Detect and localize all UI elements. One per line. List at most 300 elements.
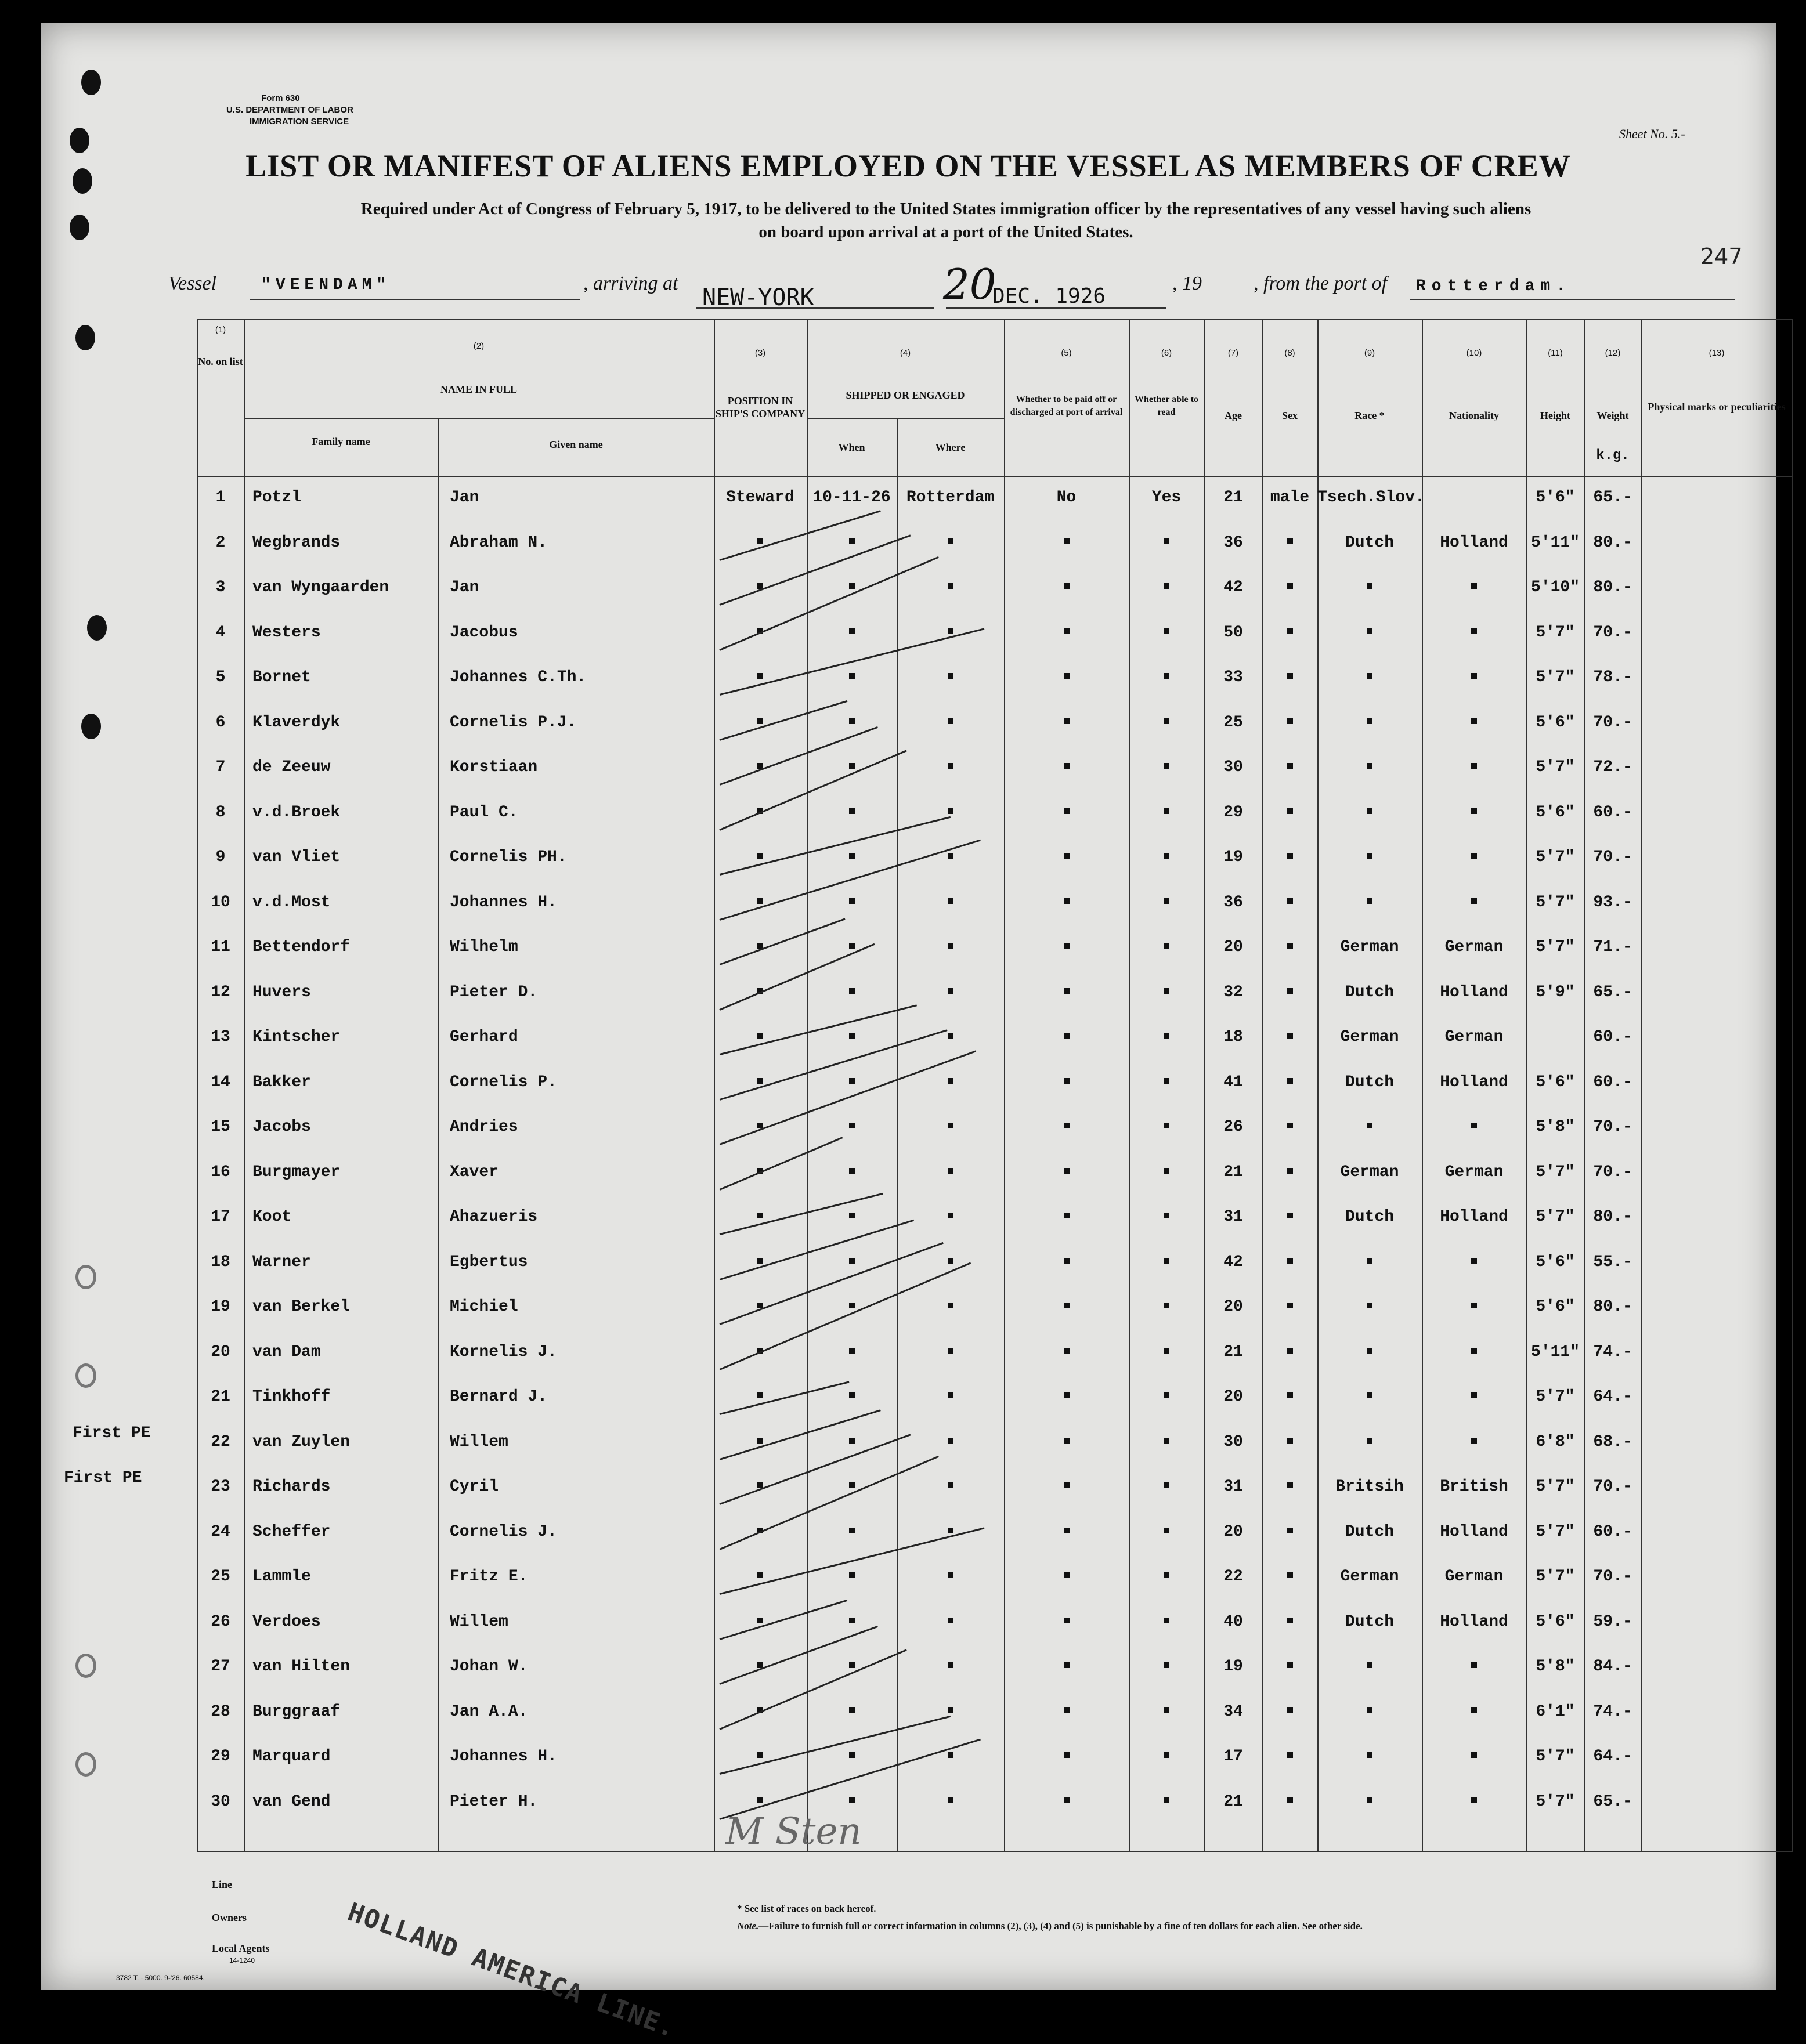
col-number: (11) [1548, 348, 1563, 358]
pen-ditto-stroke [720, 816, 951, 876]
cell-family: van Vliet [252, 848, 341, 866]
cell-family: Burgmayer [252, 1163, 341, 1181]
cell-weight: 60.- [1593, 1522, 1632, 1541]
cell-no: 1 [215, 489, 226, 507]
punch-hole [75, 1654, 96, 1678]
subtitle-line-2: on board upon arrival at a port of the United States. [758, 223, 1133, 241]
cell-nat: German [1444, 1028, 1504, 1046]
cell-given: Egbertus [450, 1253, 528, 1271]
departure-port: Rotterdam. [1416, 277, 1572, 295]
pen-ditto-stroke [720, 700, 848, 740]
cell-family: v.d.Broek [252, 803, 341, 822]
cell-family: de Zeeuw [252, 758, 331, 776]
cell-race: Dutch [1345, 1612, 1394, 1631]
cell-age: 18 [1223, 1028, 1243, 1046]
cell-family: Kintscher [252, 1028, 341, 1046]
cell-family: Bettendorf [252, 938, 351, 956]
cell-given: Johan W. [450, 1658, 528, 1676]
col-number: (5) [1061, 348, 1072, 358]
cell-age: 20 [1223, 938, 1243, 956]
cell-race: German [1340, 1163, 1399, 1181]
cell-no: 16 [211, 1163, 230, 1181]
page-title: LIST OR MANIFEST OF ALIENS EMPLOYED ON THE VESSEL AS MEMBERS OF CREW [245, 149, 1571, 183]
cell-no: 27 [211, 1658, 230, 1676]
cell-height: 5'6" [1536, 803, 1575, 822]
note-text: —Failure to furnish full or correct information in columns (2), (3), (4) and (5) is punishable by a fine of ten dollars for each alien. See other side. [758, 1920, 1363, 1931]
col-number: (4) [900, 348, 911, 358]
cell-race: German [1340, 938, 1399, 956]
col-number: (6) [1161, 348, 1172, 358]
cell-given: Pieter H. [450, 1792, 538, 1811]
cell-weight: 74.- [1593, 1343, 1632, 1361]
cell-weight: 74.- [1593, 1702, 1632, 1721]
page-number: 247 [1700, 244, 1743, 269]
pen-ditto-stroke [719, 1626, 878, 1685]
cell-no: 17 [211, 1208, 230, 1226]
cell-given: Johannes H. [450, 893, 557, 911]
print-code: 3782 T. · 5000. 9-'26. 60584. [116, 1974, 205, 1982]
cell-nat: German [1444, 1163, 1504, 1181]
header-position: POSITION IN SHIP'S COMPANY [715, 395, 806, 419]
col-number: (10) [1466, 348, 1482, 358]
cell-family: van Zuylen [252, 1432, 351, 1451]
cell-weight: 70.- [1593, 1478, 1632, 1496]
header-given-name: Given name [549, 439, 603, 450]
cell-age: 21 [1223, 1163, 1243, 1181]
vessel-label: Vessel [168, 273, 217, 294]
header-race: Race * [1354, 410, 1385, 421]
cell-age: 26 [1223, 1118, 1243, 1136]
cell-age: 41 [1223, 1073, 1243, 1091]
department-name: U.S. DEPARTMENT OF LABOR [226, 105, 353, 115]
cell-no: 22 [211, 1432, 230, 1451]
col-number: (7) [1227, 348, 1239, 358]
cell-no: 3 [215, 578, 226, 596]
cell-age: 40 [1223, 1612, 1243, 1631]
cell-no: 26 [211, 1612, 230, 1631]
cell-weight: 65.- [1593, 1792, 1632, 1811]
from-port-label: , from the port of [1254, 273, 1388, 294]
cell-given: Cyril [450, 1478, 499, 1496]
footer-agents-label: Local Agents [212, 1942, 270, 1954]
footer-owners-label: Owners [212, 1912, 247, 1923]
arrival-date: DEC. 1926 [992, 284, 1106, 308]
year-label: , 19 [1172, 273, 1202, 294]
cell-age: 42 [1223, 578, 1243, 596]
vessel-name: "VEENDAM" [261, 276, 391, 294]
punch-hole [70, 215, 89, 240]
pen-ditto-stroke [720, 839, 981, 920]
arriving-label: , arriving at [583, 273, 678, 294]
pen-ditto-stroke [719, 750, 906, 831]
col-number: (1) [215, 325, 226, 335]
cell-family: Bornet [252, 668, 311, 686]
cell-weight: 68.- [1593, 1432, 1632, 1451]
cell-no: 2 [215, 533, 226, 552]
cell-age: 33 [1223, 668, 1243, 686]
cell-given: Michiel [450, 1298, 518, 1316]
cell-no: 20 [211, 1343, 230, 1361]
pen-ditto-stroke [720, 1381, 850, 1415]
cell-age: 36 [1223, 533, 1243, 552]
cell-given: Cornelis P. [450, 1073, 557, 1091]
cell-family: Klaverdyk [252, 713, 341, 732]
cell-age: 32 [1223, 983, 1243, 1001]
cell-age: 36 [1223, 893, 1243, 911]
cell-no: 19 [211, 1298, 230, 1316]
cell-weight: 70.- [1593, 713, 1632, 732]
cell-no: 21 [211, 1388, 230, 1406]
cell-no: 8 [215, 803, 226, 822]
margin-note-row-23: First PE [64, 1469, 142, 1487]
service-name: IMMIGRATION SERVICE [250, 117, 349, 126]
col-number: (12) [1605, 348, 1621, 358]
col-number: (13) [1709, 348, 1725, 358]
cell-height: 5'8" [1536, 1658, 1575, 1676]
cell-weight: 70.- [1593, 848, 1632, 866]
cell-weight: 65.- [1593, 489, 1632, 507]
cell-weight: 70.- [1593, 1568, 1632, 1586]
cell-race: Dutch [1345, 1073, 1394, 1091]
cell-no: 23 [211, 1478, 230, 1496]
fill-line [946, 307, 1166, 309]
cell-read: Yes [1151, 489, 1182, 507]
cell-given: Cornelis PH. [450, 848, 567, 866]
cell-no: 30 [211, 1792, 230, 1811]
cell-height: 5'6" [1536, 1253, 1575, 1271]
cell-height: 5'7" [1536, 1792, 1575, 1811]
cell-given: Abraham N. [450, 533, 548, 552]
cell-weight: 80.- [1593, 1208, 1632, 1226]
cell-age: 29 [1223, 803, 1243, 822]
cell-height: 5'7" [1536, 1388, 1575, 1406]
cell-no: 11 [211, 938, 230, 956]
cell-no: 18 [211, 1253, 230, 1271]
cell-nat: Holland [1440, 983, 1508, 1001]
pen-ditto-stroke [719, 534, 911, 606]
cell-no: 6 [215, 713, 226, 732]
header-physical-marks: Physical marks or peculiarities [1648, 401, 1786, 413]
manifest-page [41, 23, 1786, 2044]
cell-height: 5'11" [1530, 533, 1580, 552]
subtitle-line-1: Required under Act of Congress of February 5, 1917, to be delivered to the United States immigration officer by the representatives of any vessel having such aliens [360, 200, 1532, 218]
cell-race: Dutch [1345, 983, 1394, 1001]
punch-hole [75, 325, 95, 350]
note-label: Note. [737, 1920, 759, 1931]
cell-family: Wegbrands [252, 533, 341, 552]
cell-height: 5'9" [1536, 983, 1575, 1001]
cell-weight: 80.- [1593, 533, 1632, 552]
header-name: NAME IN FULL [440, 384, 517, 395]
cell-age: 31 [1223, 1208, 1243, 1226]
company-stamp: HOLLAND AMERICA LINE. [344, 1897, 681, 2044]
cell-family: Marquard [252, 1748, 331, 1766]
cell-given: Johannes H. [450, 1748, 557, 1766]
cell-race: Dutch [1345, 1208, 1394, 1226]
cell-height: 5'7" [1536, 1163, 1575, 1181]
cell-family: Huvers [252, 983, 311, 1001]
cell-height: 5'7" [1536, 938, 1575, 956]
sheet-number: Sheet No. 5.- [1619, 126, 1685, 141]
cell-no: 7 [215, 758, 226, 776]
cell-family: Burggraaf [252, 1702, 341, 1721]
cell-height: 5'7" [1536, 1522, 1575, 1541]
cell-given: Fritz E. [450, 1568, 528, 1586]
fill-line [1410, 299, 1735, 300]
pen-ditto-stroke [719, 726, 878, 786]
cell-weight: 72.- [1593, 758, 1632, 776]
cell-given: Pieter D. [450, 983, 538, 1001]
col-number: (3) [754, 348, 766, 358]
pen-ditto-stroke [719, 1050, 976, 1145]
cell-family: Westers [252, 623, 321, 642]
cell-family: Bakker [252, 1073, 311, 1091]
crew-table [197, 319, 1793, 1851]
cell-family: Scheffer [252, 1522, 331, 1541]
header-weight: Weight [1596, 410, 1629, 421]
cell-given: Jan [450, 489, 479, 507]
col-number: (8) [1284, 348, 1295, 358]
cell-weight: 78.- [1593, 668, 1632, 686]
cell-family: van Hilten [252, 1658, 351, 1676]
cell-weight: 70.- [1593, 1163, 1632, 1181]
cell-position: Steward [726, 489, 794, 507]
form-identifier [226, 93, 371, 128]
cell-family: v.d.Most [252, 893, 331, 911]
cell-nat: Holland [1440, 1208, 1508, 1226]
cell-given: Willem [450, 1612, 508, 1631]
cell-weight: 64.- [1593, 1748, 1632, 1766]
cell-age: 25 [1223, 713, 1243, 732]
punch-hole [75, 1265, 96, 1289]
pen-ditto-stroke [719, 918, 845, 965]
cell-given: Kornelis J. [450, 1343, 557, 1361]
cell-age: 20 [1223, 1522, 1243, 1541]
pen-ditto-stroke [719, 556, 939, 650]
table-border [197, 1851, 1793, 1852]
cell-no: 24 [211, 1522, 230, 1541]
punch-hole [75, 1363, 96, 1388]
cell-family: Jacobs [252, 1118, 311, 1136]
cell-given: Cornelis J. [450, 1522, 557, 1541]
cell-no: 14 [211, 1073, 230, 1091]
cell-height: 5'11" [1530, 1343, 1580, 1361]
cell-age: 34 [1223, 1702, 1243, 1721]
pen-strokes [197, 319, 1792, 1851]
cell-age: 21 [1223, 489, 1243, 507]
punch-hole [81, 714, 101, 739]
pen-ditto-stroke [719, 1649, 906, 1730]
cell-age: 21 [1223, 1343, 1243, 1361]
pen-ditto-stroke [720, 1029, 948, 1101]
cell-height: 5'7" [1536, 893, 1575, 911]
cell-nat: British [1440, 1478, 1508, 1496]
cell-no: 12 [211, 983, 230, 1001]
cell-family: van Wyngaarden [252, 578, 389, 596]
cell-given: Ahazueris [450, 1208, 538, 1226]
cell-given: Wilhelm [450, 938, 518, 956]
cell-given: Willem [450, 1432, 508, 1451]
header-when: When [838, 442, 865, 453]
header-where: Where [935, 442, 966, 453]
pen-ditto-stroke [720, 510, 881, 561]
pen-ditto-stroke [719, 1455, 939, 1550]
cell-family: van Gend [252, 1792, 331, 1811]
pen-ditto-stroke [720, 1716, 951, 1775]
cell-height: 5'6" [1536, 1612, 1575, 1631]
cell-family: van Berkel [252, 1298, 351, 1316]
cell-when: 10-11-26 [812, 489, 891, 507]
cell-family: Tinkhoff [252, 1388, 331, 1406]
pen-ditto-stroke [719, 1242, 943, 1325]
cell-weight: 65.- [1593, 983, 1632, 1001]
cell-age: 19 [1223, 1658, 1243, 1676]
pen-ditto-stroke [719, 943, 875, 1010]
cell-age: 30 [1223, 1432, 1243, 1451]
cell-no: 9 [215, 848, 226, 866]
cell-height: 5'7" [1536, 1568, 1575, 1586]
cell-given: Jan A.A. [450, 1702, 528, 1721]
pen-ditto-stroke [720, 1527, 985, 1595]
cell-no: 29 [211, 1748, 230, 1766]
penalty-note [737, 1920, 1758, 1932]
punch-hole [75, 1752, 96, 1777]
cell-weight: 80.- [1593, 578, 1632, 596]
cell-nat: Holland [1440, 1612, 1508, 1631]
cell-race: Dutch [1345, 533, 1394, 552]
cell-nat: Holland [1440, 1522, 1508, 1541]
footer-agents-code: 14-1240 [229, 1956, 255, 1965]
cell-age: 22 [1223, 1568, 1243, 1586]
cell-height: 5'7" [1536, 1748, 1575, 1766]
pen-ditto-stroke [719, 1137, 843, 1191]
header-shipped: SHIPPED OR ENGAGED [846, 389, 965, 401]
cell-given: Jan [450, 578, 479, 596]
cell-race: German [1340, 1568, 1399, 1586]
table-border [1792, 319, 1793, 1851]
cell-height: 6'8" [1536, 1432, 1575, 1451]
cell-given: Xaver [450, 1163, 499, 1181]
pen-ditto-stroke [719, 1434, 911, 1505]
cell-nat: German [1444, 1568, 1504, 1586]
pen-ditto-stroke [720, 1599, 848, 1640]
cell-where: Rotterdam [906, 489, 995, 507]
cell-no: 28 [211, 1702, 230, 1721]
fill-line [250, 299, 580, 300]
pen-ditto-stroke [720, 1193, 883, 1235]
cell-given: Paul C. [450, 803, 518, 822]
cell-height: 5'7" [1536, 1208, 1575, 1226]
arrival-day: 20 [943, 260, 996, 309]
cell-age: 20 [1223, 1298, 1243, 1316]
cell-height: 5'7" [1536, 758, 1575, 776]
header-family-name: Family name [312, 436, 370, 447]
cell-weight: 93.- [1593, 893, 1632, 911]
cell-given: Andries [450, 1118, 518, 1136]
cell-race: Tsech.Slov. [1317, 489, 1425, 507]
cell-age: 30 [1223, 758, 1243, 776]
cell-given: Jacobus [450, 623, 518, 642]
cell-race: German [1340, 1028, 1399, 1046]
cell-nat: German [1444, 938, 1504, 956]
cell-family: Koot [252, 1208, 292, 1226]
cell-family: Lammle [252, 1568, 311, 1586]
cell-given: Korstiaan [450, 758, 538, 776]
arrival-port: NEW-YORK [702, 284, 814, 311]
cell-weight: 60.- [1593, 1073, 1632, 1091]
cell-weight: 70.- [1593, 623, 1632, 642]
col-number: (2) [473, 341, 485, 351]
header-sex: Sex [1282, 410, 1298, 421]
cell-weight: 59.- [1593, 1612, 1632, 1631]
cell-weight: 80.- [1593, 1298, 1632, 1316]
cell-no: 25 [211, 1568, 230, 1586]
cell-family: Richards [252, 1478, 331, 1496]
cell-height: 5'6" [1536, 489, 1575, 507]
cell-nat: Holland [1440, 533, 1508, 552]
cell-height: 5'7" [1536, 623, 1575, 642]
cell-given: Cornelis P.J. [450, 713, 577, 732]
cell-given: Bernard J. [450, 1388, 548, 1406]
cell-age: 19 [1223, 848, 1243, 866]
cell-height: 5'6" [1536, 1298, 1575, 1316]
cell-family: Potzl [252, 489, 302, 507]
cell-height: 5'7" [1536, 668, 1575, 686]
cell-height: 5'6" [1536, 713, 1575, 732]
header-height: Height [1540, 410, 1570, 421]
header-paid-off: Whether to be paid off or discharged at port of arrival [1010, 395, 1123, 417]
cell-weight: 71.- [1593, 938, 1632, 956]
cell-age: 17 [1223, 1748, 1243, 1766]
cell-sex: male [1270, 489, 1310, 507]
cell-no: 5 [215, 668, 226, 686]
cell-age: 21 [1223, 1792, 1243, 1811]
margin-note-row-22: First PE [73, 1424, 151, 1442]
cell-no: 10 [211, 893, 230, 911]
cell-given: Gerhard [450, 1028, 518, 1046]
cell-weight: 70.- [1593, 1118, 1632, 1136]
cell-height: 5'10" [1530, 578, 1580, 596]
header-able-read: Whether able to read [1135, 395, 1198, 417]
cell-no: 15 [211, 1118, 230, 1136]
footer-line-label: Line [212, 1879, 233, 1890]
header-weight-unit: k.g. [1596, 448, 1630, 464]
header-nationality: Nationality [1449, 410, 1499, 421]
form-number: Form 630 [261, 93, 300, 103]
cell-weight: 64.- [1593, 1388, 1632, 1406]
cell-height: 5'6" [1536, 1073, 1575, 1091]
cell-height: 5'7" [1536, 848, 1575, 866]
cell-no: 13 [211, 1028, 230, 1046]
cell-weight: 84.- [1593, 1658, 1632, 1676]
cell-weight: 60.- [1593, 803, 1632, 822]
col-number: (9) [1364, 348, 1375, 358]
races-note: * See list of races on back hereof. [737, 1903, 876, 1914]
subtitle [192, 197, 1700, 244]
cell-age: 31 [1223, 1478, 1243, 1496]
cell-family: Verdoes [252, 1612, 321, 1631]
cell-family: Warner [252, 1253, 311, 1271]
cell-weight: 55.- [1593, 1253, 1632, 1271]
cell-age: 20 [1223, 1388, 1243, 1406]
cell-age: 50 [1223, 623, 1243, 642]
header-no-on-list: No. on list [198, 356, 243, 367]
fill-line [696, 307, 934, 309]
pen-ditto-stroke [720, 1219, 915, 1280]
cell-no: 4 [215, 623, 226, 642]
pen-ditto-stroke [720, 1738, 981, 1819]
signature: M Sten [725, 1810, 862, 1853]
